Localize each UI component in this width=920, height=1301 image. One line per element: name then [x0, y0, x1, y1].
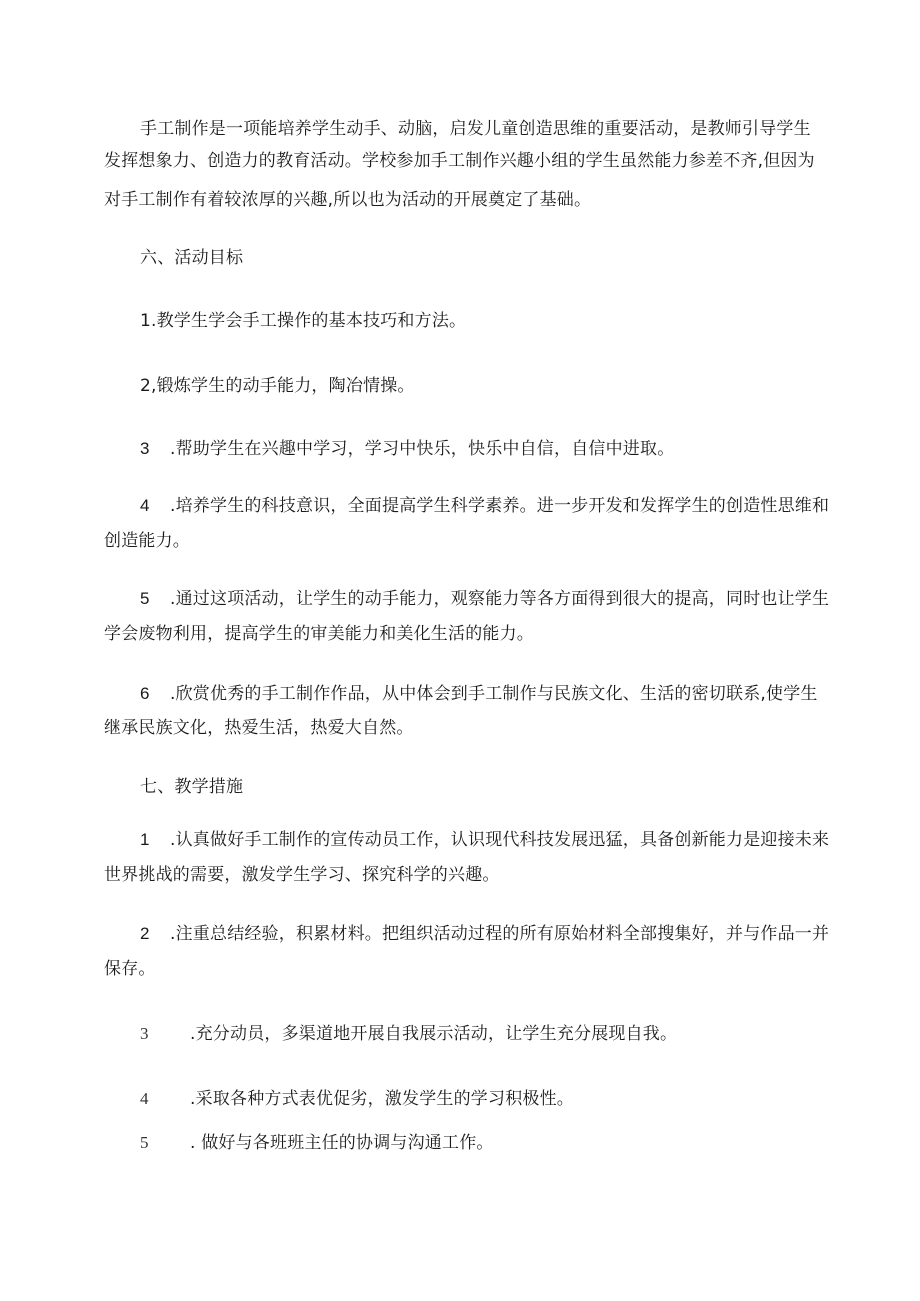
measure-item-1-text: .认真做好手工制作的宣传动员工作，认识现代科技发展迅猛，具备创新能力是迎接未来 — [170, 830, 830, 850]
goal-item-6-text: .欣赏优秀的手工制作作品，从中体会到手工制作与民族文化、生活的密切联系,使学生 — [170, 684, 818, 704]
goal-item-5-number: 5 — [140, 589, 150, 608]
measure-item-5-number: 5 — [140, 1133, 149, 1152]
intro-line-2: 发挥想象力、创造力的教育活动。学校参加手工制作兴趣小组的学生虽然能力参差不齐,但因为 — [104, 151, 815, 171]
measure-item-3-text: .充分动员，多渠道地开展自我展示活动，让学生充分展现自我。 — [190, 1024, 678, 1044]
intro-line-3: 对手工制作有着较浓厚的兴趣,所以也为活动的开展奠定了基础。 — [104, 190, 592, 210]
measure-item-1-text-cont: 世界挑战的需要，激发学生学习、探究科学的兴趣。 — [104, 865, 500, 885]
measure-item-5-text: . 做好与各班班主任的协调与沟通工作。 — [190, 1133, 494, 1153]
goal-item-6-number: 6 — [140, 684, 150, 703]
measure-item-2-number: 2 — [140, 924, 150, 943]
intro-line-1: 手工制作是一项能培养学生动手、动脑，启发儿童创造思维的重要活动，是教师引导学生 — [140, 119, 811, 139]
measure-item-4-text: .采取各种方式表优促劣，激发学生的学习积极性。 — [190, 1089, 575, 1109]
goal-item-5-text: .通过这项活动，让学生的动手能力，观察能力等各方面得到很大的提高，同时也让学生 — [170, 589, 830, 609]
goal-item-3-number: 3 — [140, 439, 150, 458]
section-heading-goals: 六、活动目标 — [140, 248, 244, 268]
measure-item-2-text: .注重总结经验，积累材料。把组织活动过程的所有原始材料全部搜集好，并与作品一并 — [170, 924, 830, 944]
goal-item-2: 2,锻炼学生的动手能力，陶冶情操。 — [140, 376, 415, 396]
goal-item-5-text-cont: 学会废物利用，提高学生的审美能力和美化生活的能力。 — [104, 624, 534, 644]
section-heading-measures: 七、教学措施 — [140, 777, 244, 797]
goal-item-6-text-cont: 继承民族文化，热爱生活，热爱大自然。 — [104, 718, 414, 738]
goal-item-4-text-cont: 创造能力。 — [104, 531, 190, 551]
measure-item-4-number: 4 — [140, 1089, 149, 1108]
goal-item-4-text: .培养学生的科技意识，全面提高学生科学素养。进一步开发和发挥学生的创造性思维和 — [170, 496, 830, 516]
measure-item-3-number: 3 — [140, 1024, 149, 1043]
goal-item-4-number: 4 — [140, 496, 150, 515]
goal-item-1: 1.教学生学会手工操作的基本技巧和方法。 — [140, 311, 467, 331]
goal-item-3-text: .帮助学生在兴趣中学习，学习中快乐，快乐中自信，自信中进取。 — [170, 439, 675, 459]
measure-item-2-text-cont: 保存。 — [104, 959, 156, 979]
measure-item-1-number: 1 — [140, 830, 150, 849]
